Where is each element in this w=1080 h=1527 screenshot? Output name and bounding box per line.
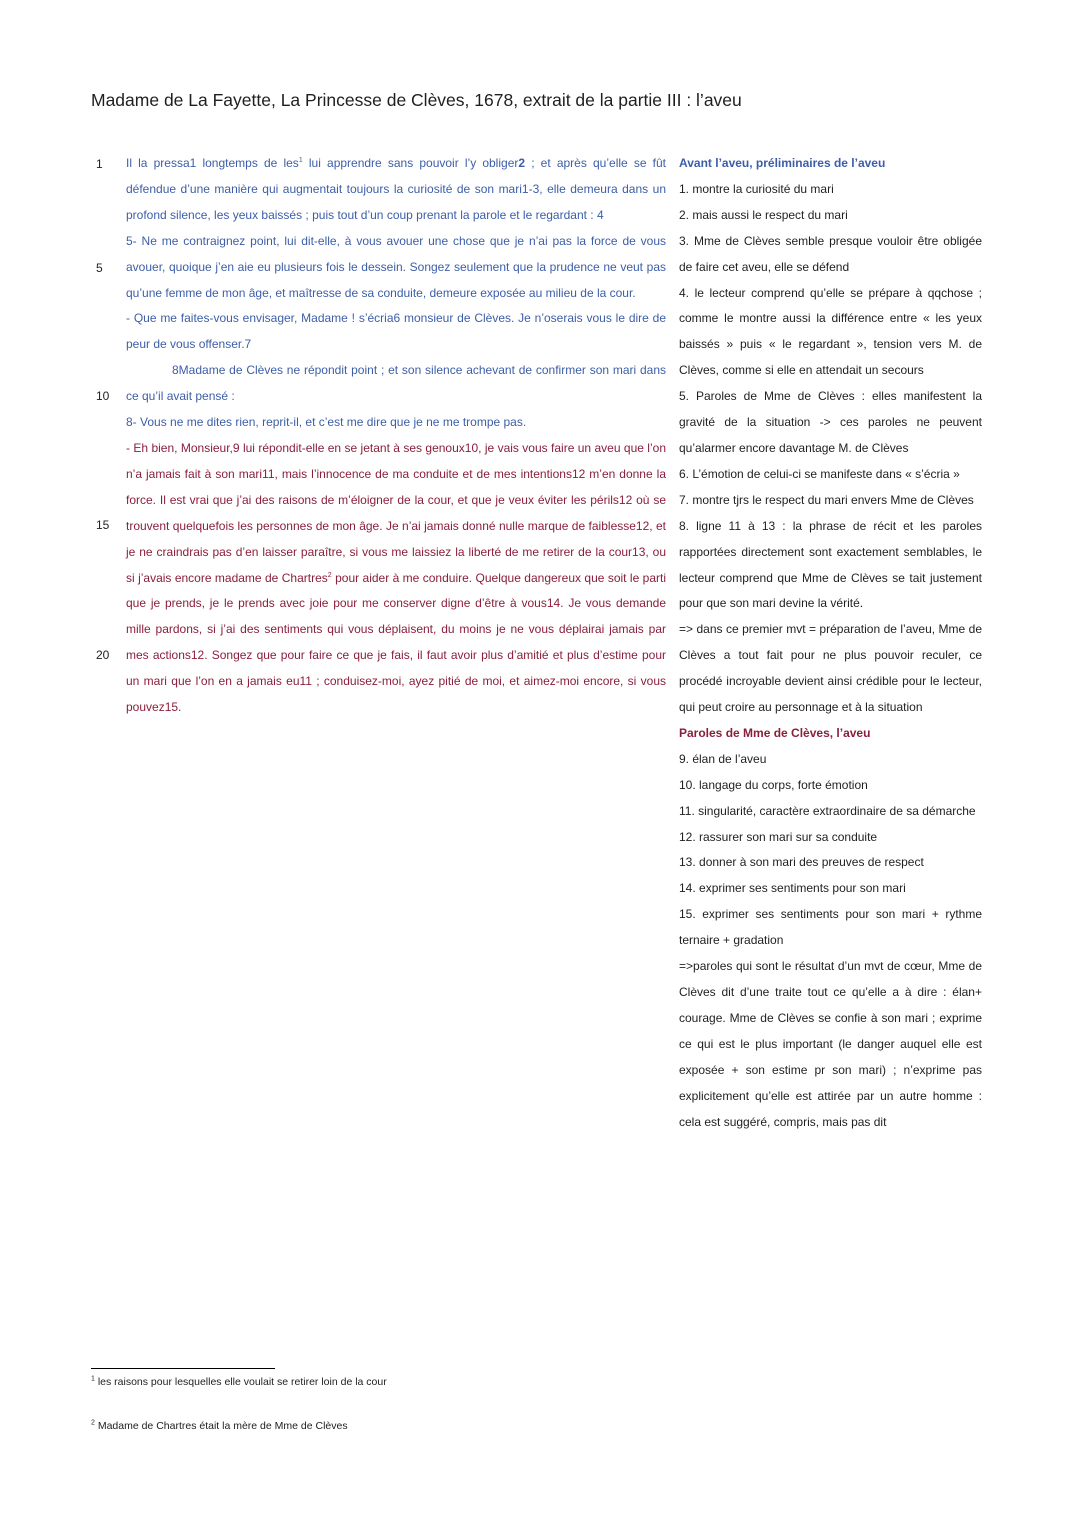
paragraph-dialogue-3: 8- Vous ne me dites rien, reprit-il, et c’est me dire que je ne me trompe pas. bbox=[126, 415, 527, 430]
paragraph-narration-2: 8Madame de Clèves ne répondit point ; et son silence achevant de confirmer son mari dans ce qu’il avait pensé : bbox=[126, 363, 666, 404]
footnote-separator bbox=[91, 1368, 275, 1369]
note-item: 6. L’émotion de celui-ci se manifeste dans « s’écria » bbox=[679, 466, 960, 481]
paragraph-dialogue-1: 5- Ne me contraignez point, lui dit-elle, à vous avouer une chose que je n’ai pas la force de vous avouer, quoique j’en aie eu plusieurs fois le dessein. Songez seulement que la prudence ne veut pas qu’une femme de mon âge, et maîtresse de sa conduite, demeure exposée au milieu de la cour. bbox=[126, 233, 666, 300]
footnote-2: $^2$ Madame de Chartres était la mère de Mme de Clèves bbox=[91, 1419, 348, 1432]
note-item: 12. rassurer son mari sur sa conduite bbox=[679, 829, 878, 844]
footnote-ref-2: 2 bbox=[327, 571, 332, 579]
note-item: 10. langage du corps, forte émotion bbox=[679, 777, 868, 792]
note-conclusion: =>paroles qui sont le résultat d’un mvt de cœur, Mme de Clèves dit d’une traite tout ce qu’elle a à dire : élan+ courage. Mme de Clèves se confie à son mari ; exprime ce qui est le plus important (le danger auquel elle est exposée + son estime pr son mari) ; n’exprime pas explicitement qu’elle est attirée par un autre homme : cela est suggéré, compris, mais pas dit bbox=[679, 959, 982, 1129]
paragraph-aveu: - Eh bien, Monsieur,9 lui répondit-elle en se jetant à ses genoux10, je vais vous faire un aveu que l’on n’a jamais fait à son mari11, mais l’innocence de ma conduite et de mes intentions12 m’en donne la force. Il est vrai que j’ai des raisons de m’éloigner de la cour, et que je veux éviter les périls12 où se trouvent quelquefois les personnes de mon âge. Je n’ai jamais donné nulle marque de faiblesse12, et je ne craindrais pas d’en laisser paraître, si vous me laissiez la liberté de me retirer de la cour13, ou si j’avais encore madame de Chartres$^2$ pour aider à me conduire. Quelque dangereux que soit le parti que je prends, je le prends avec joie pour me conserver digne d’être à vous14. Je vous demande mille pardons, si j’ai des sentiments qui vous déplaisent, du moins je ne vous déplairai jamais par mes actions12. Songez que pour faire ce que je fais, il faut avoir plus d’amitié et plus d’estime pour un mari que l’on en a jamais eu11 ; conduisez-moi, ayez pitié de moi, et aimez-moi encore, si vous pouvez15. bbox=[126, 440, 667, 715]
line-number-1: 1 bbox=[96, 157, 103, 171]
line-number-5: 5 bbox=[96, 261, 103, 275]
note-item: 13. donner à son mari des preuves de respect bbox=[679, 855, 924, 870]
note-item: 15. exprimer ses sentiments pour son mari + rythme ternaire + gradation bbox=[679, 907, 982, 948]
annotations-column bbox=[679, 151, 982, 1135]
note-item: 4. le lecteur comprend qu’elle se prépare à qqchose ; comme le montre aussi la différence entre « les yeux baissés » puis « le regardant », tension vers M. de Clèves, comme si elle en attendait un secours bbox=[679, 285, 982, 378]
note-item: 3. Mme de Clèves semble presque vouloir être obligée de faire cet aveu, elle se défend bbox=[679, 233, 982, 274]
line-number-20: 20 bbox=[96, 648, 110, 662]
paragraph-narration-1: Il la pressa1 longtemps de les$^1$ lui apprendre sans pouvoir l’y obliger2 ; et après qu’elle se fût défendue d’une manière qui augmentait toujours la curiosité de son mari1-3, elle demeura dans un profond silence, les yeux baissés ; puis tout d’un coup prenant la parole et le regardant : 4 bbox=[126, 156, 666, 222]
line-number-15: 15 bbox=[96, 518, 110, 532]
page-title: Madame de La Fayette, La Princesse de Clèves, 1678, extrait de la partie III : l’aveu bbox=[91, 90, 742, 110]
note-item: 7. montre tjrs le respect du mari envers Mme de Clèves bbox=[679, 492, 974, 507]
notes-heading-aveu: Paroles de Mme de Clèves, l’aveu bbox=[679, 725, 871, 740]
note-item: 11. singularité, caractère extraordinaire de sa démarche bbox=[679, 803, 976, 818]
footnote-1: $^1$ les raisons pour lesquelles elle voulait se retirer loin de la cour bbox=[91, 1375, 387, 1388]
line-number-10: 10 bbox=[96, 389, 110, 403]
note-conclusion: => dans ce premier mvt = préparation de l’aveu, Mme de Clèves a tout fait pour ne plus pouvoir reculer, ce procédé incroyable devient ainsi crédible pour le lecteur, qui peut croire au personnage et à la situation bbox=[679, 622, 982, 715]
note-item: 14. exprimer ses sentiments pour son mari bbox=[679, 881, 906, 896]
paragraph-dialogue-2: - Que me faites-vous envisager, Madame ! s’écria6 monsieur de Clèves. Je n’oserais vous le dire de peur de vous offenser.7 bbox=[126, 311, 666, 352]
notes-heading-preliminaires: Avant l’aveu, préliminaires de l’aveu bbox=[679, 156, 886, 170]
footnote-ref-1: 1 bbox=[298, 157, 303, 164]
note-item: 9. élan de l’aveu bbox=[679, 751, 767, 766]
note-item: 5. Paroles de Mme de Clèves : elles manifestent la gravité de la situation -> ces paroles ne peuvent qu’alarmer encore davantage M. de Clèves bbox=[679, 389, 982, 455]
note-item: 2. mais aussi le respect du mari bbox=[679, 207, 848, 222]
extract-text bbox=[126, 151, 666, 721]
note-item: 8. ligne 11 à 13 : la phrase de récit et les paroles rapportées directement sont exactement semblables, le lecteur comprend que Mme de Clèves se tait justement pour que son mari devine la vérité. bbox=[679, 518, 982, 611]
note-item: 1. montre la curiosité du mari bbox=[679, 181, 834, 196]
